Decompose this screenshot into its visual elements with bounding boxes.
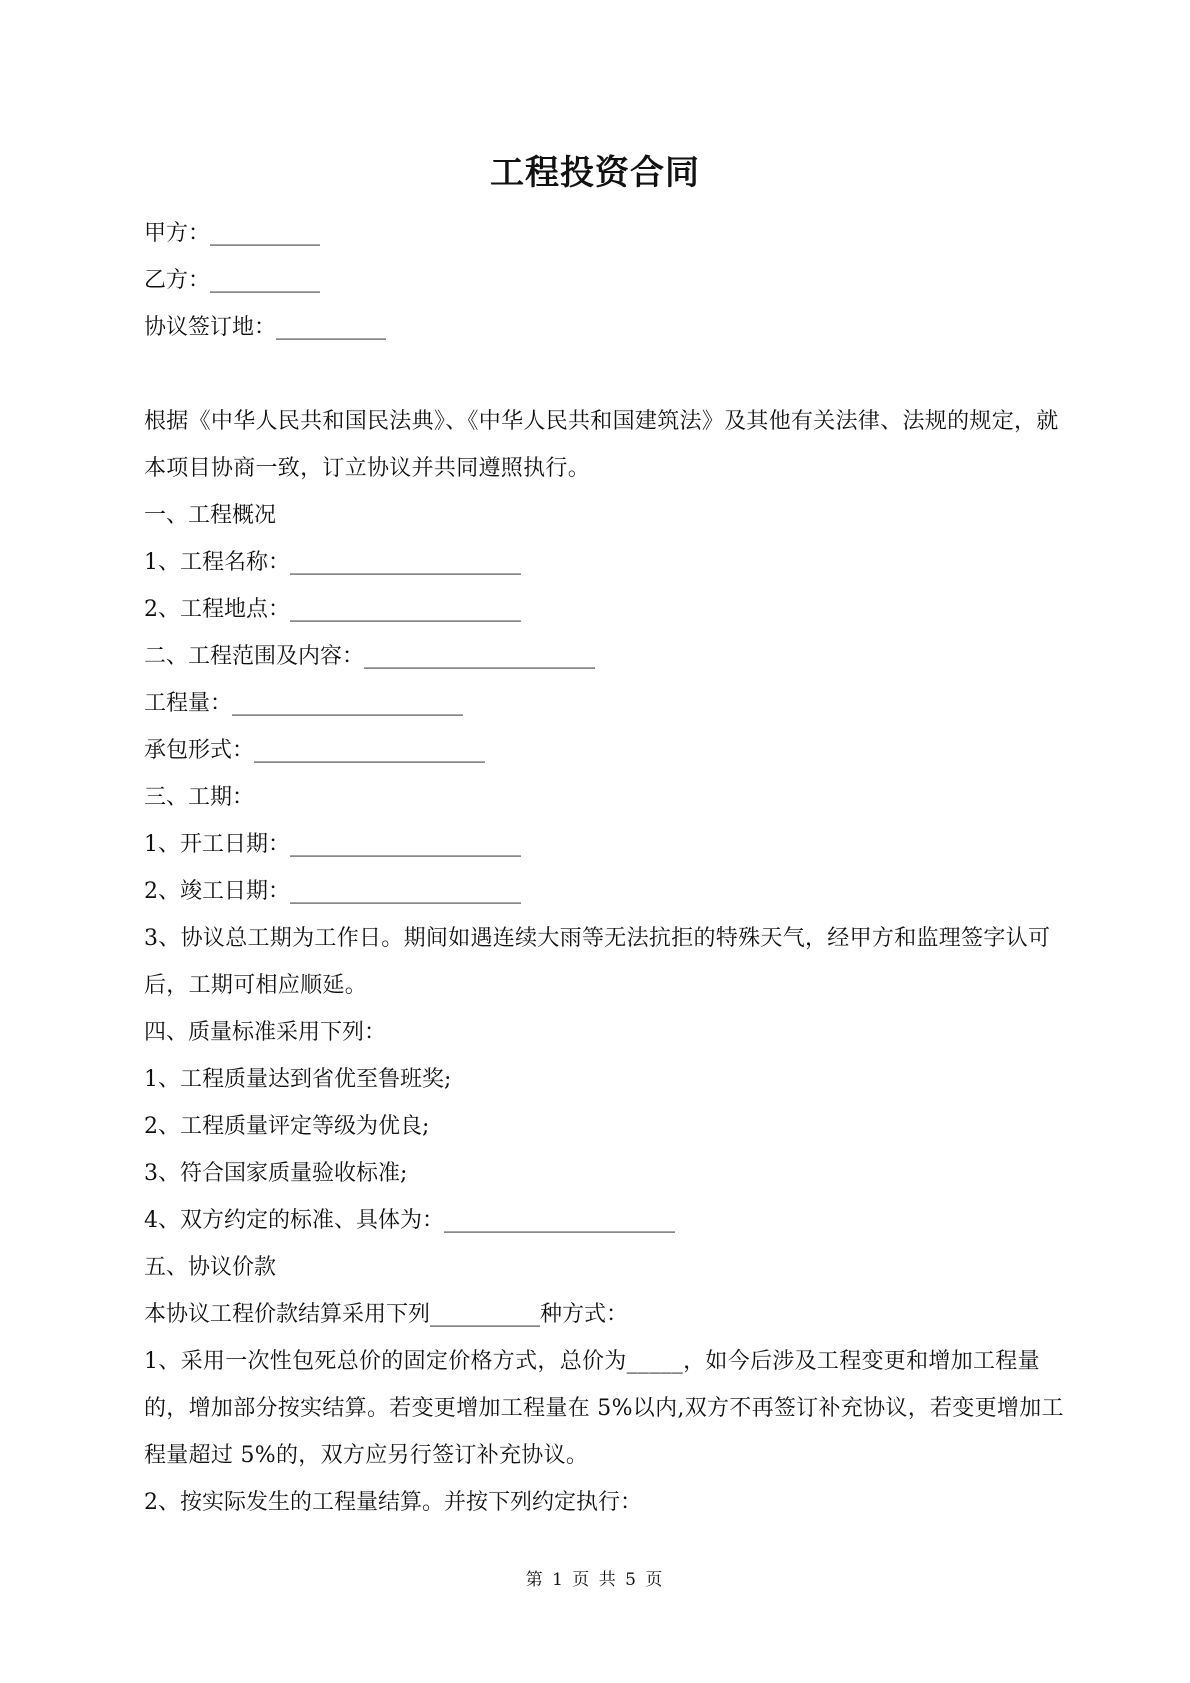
document-body — [144, 210, 1064, 1526]
preamble-paragraph: 根据《中华人民共和国民法典》、《中华人民共和国建筑法》及其他有关法律、法规的规定，就本项目协商一致，订立协议并共同遵照执行。 — [144, 409, 1059, 481]
start-date-line: 1、开工日期：_____________________ — [144, 832, 521, 857]
price-item-1-paragraph: 1、采用一次性包死总价的固定价格方式，总价为_____，如今后涉及工程变更和增加工程量的，增加部分按实结算。若变更增加工程量在 5%以内,双方不再签订补充协议，若变更增加工程量超过 5%的，双方应另行签订补充协议。 — [144, 1349, 1064, 1468]
quality-item-4: 4、双方约定的标准、具体为：_____________________ — [144, 1208, 675, 1233]
party-b-line: 乙方：__________ — [144, 268, 321, 293]
quality-item-3: 3、符合国家质量验收标准; — [144, 1161, 408, 1186]
document-title: 工程投资合同 — [490, 153, 700, 193]
party-a-line: 甲方：__________ — [144, 221, 321, 246]
quality-item-1: 1、工程质量达到省优至鲁班奖; — [144, 1067, 452, 1092]
signing-place-line: 协议签订地：__________ — [144, 315, 387, 340]
project-location-line: 2、工程地点：_____________________ — [144, 597, 521, 622]
contract-form-line: 承包形式：_____________________ — [144, 738, 486, 763]
completion-date-line: 2、竣工日期：_____________________ — [144, 879, 521, 904]
section-4-heading: 四、质量标准采用下列： — [144, 1020, 387, 1045]
blank-gap — [144, 351, 1064, 398]
page-number-footer: 第 1 页 共 5 页 — [525, 1570, 665, 1590]
project-name-line: 1、工程名称：_____________________ — [144, 550, 521, 575]
quantity-line: 工程量：_____________________ — [144, 691, 464, 716]
total-duration-paragraph: 3、协议总工期为工作日。期间如遇连续大雨等无法抗拒的特殊天气，经甲方和监理签字认可后，工期可相应顺延。 — [144, 926, 1051, 998]
settlement-method-line: 本协议工程价款结算采用下列__________种方式： — [144, 1302, 629, 1327]
quality-item-2: 2、工程质量评定等级为优良; — [144, 1114, 430, 1139]
section-3-heading: 三、工期： — [144, 785, 255, 810]
section-1-heading: 一、工程概况 — [144, 503, 277, 528]
section-2-heading: 二、工程范围及内容：_____________________ — [144, 644, 596, 669]
price-item-2-line: 2、按实际发生的工程量结算。并按下列约定执行： — [144, 1490, 642, 1515]
section-5-heading: 五、协议价款 — [144, 1255, 277, 1280]
